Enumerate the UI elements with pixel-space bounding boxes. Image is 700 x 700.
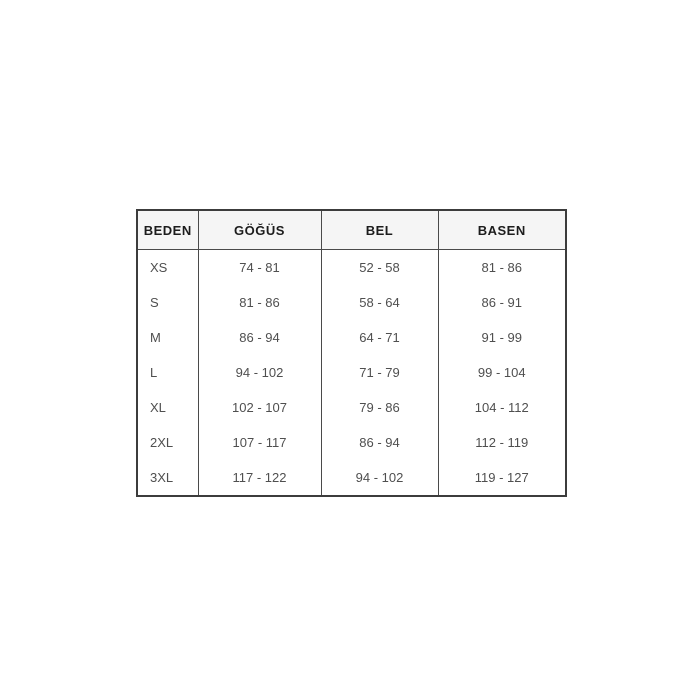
table-row bbox=[137, 285, 566, 320]
chest-range-cell: 81 - 86 bbox=[198, 285, 321, 320]
chest-range-cell: 94 - 102 bbox=[198, 355, 321, 390]
header-cell-chest: GÖĞÜS bbox=[198, 210, 321, 250]
table-row bbox=[137, 250, 566, 286]
hip-range-cell: 86 - 91 bbox=[438, 285, 566, 320]
chest-range-cell: 107 - 117 bbox=[198, 425, 321, 460]
waist-range-cell: 64 - 71 bbox=[321, 320, 438, 355]
chest-range-cell: 102 - 107 bbox=[198, 390, 321, 425]
header-cell-hip: BASEN bbox=[438, 210, 566, 250]
waist-range-cell: 79 - 86 bbox=[321, 390, 438, 425]
chest-range-cell: 117 - 122 bbox=[198, 460, 321, 496]
size-chart-container bbox=[136, 209, 567, 497]
header-cell-size: BEDEN bbox=[137, 210, 198, 250]
chest-range-cell: 74 - 81 bbox=[198, 250, 321, 286]
table-row bbox=[137, 390, 566, 425]
size-cell: 2XL bbox=[137, 425, 198, 460]
size-cell: XL bbox=[137, 390, 198, 425]
hip-range-cell: 112 - 119 bbox=[438, 425, 566, 460]
table-row bbox=[137, 460, 566, 496]
size-chart-table bbox=[136, 209, 567, 497]
size-cell: XS bbox=[137, 250, 198, 286]
waist-range-cell: 71 - 79 bbox=[321, 355, 438, 390]
table-row bbox=[137, 355, 566, 390]
table-row bbox=[137, 425, 566, 460]
hip-range-cell: 99 - 104 bbox=[438, 355, 566, 390]
size-cell: 3XL bbox=[137, 460, 198, 496]
hip-range-cell: 81 - 86 bbox=[438, 250, 566, 286]
waist-range-cell: 58 - 64 bbox=[321, 285, 438, 320]
hip-range-cell: 119 - 127 bbox=[438, 460, 566, 496]
chest-range-cell: 86 - 94 bbox=[198, 320, 321, 355]
size-cell: M bbox=[137, 320, 198, 355]
header-row bbox=[137, 210, 566, 250]
hip-range-cell: 104 - 112 bbox=[438, 390, 566, 425]
waist-range-cell: 94 - 102 bbox=[321, 460, 438, 496]
header-cell-waist: BEL bbox=[321, 210, 438, 250]
size-cell: L bbox=[137, 355, 198, 390]
size-cell: S bbox=[137, 285, 198, 320]
table-row bbox=[137, 320, 566, 355]
waist-range-cell: 52 - 58 bbox=[321, 250, 438, 286]
hip-range-cell: 91 - 99 bbox=[438, 320, 566, 355]
waist-range-cell: 86 - 94 bbox=[321, 425, 438, 460]
